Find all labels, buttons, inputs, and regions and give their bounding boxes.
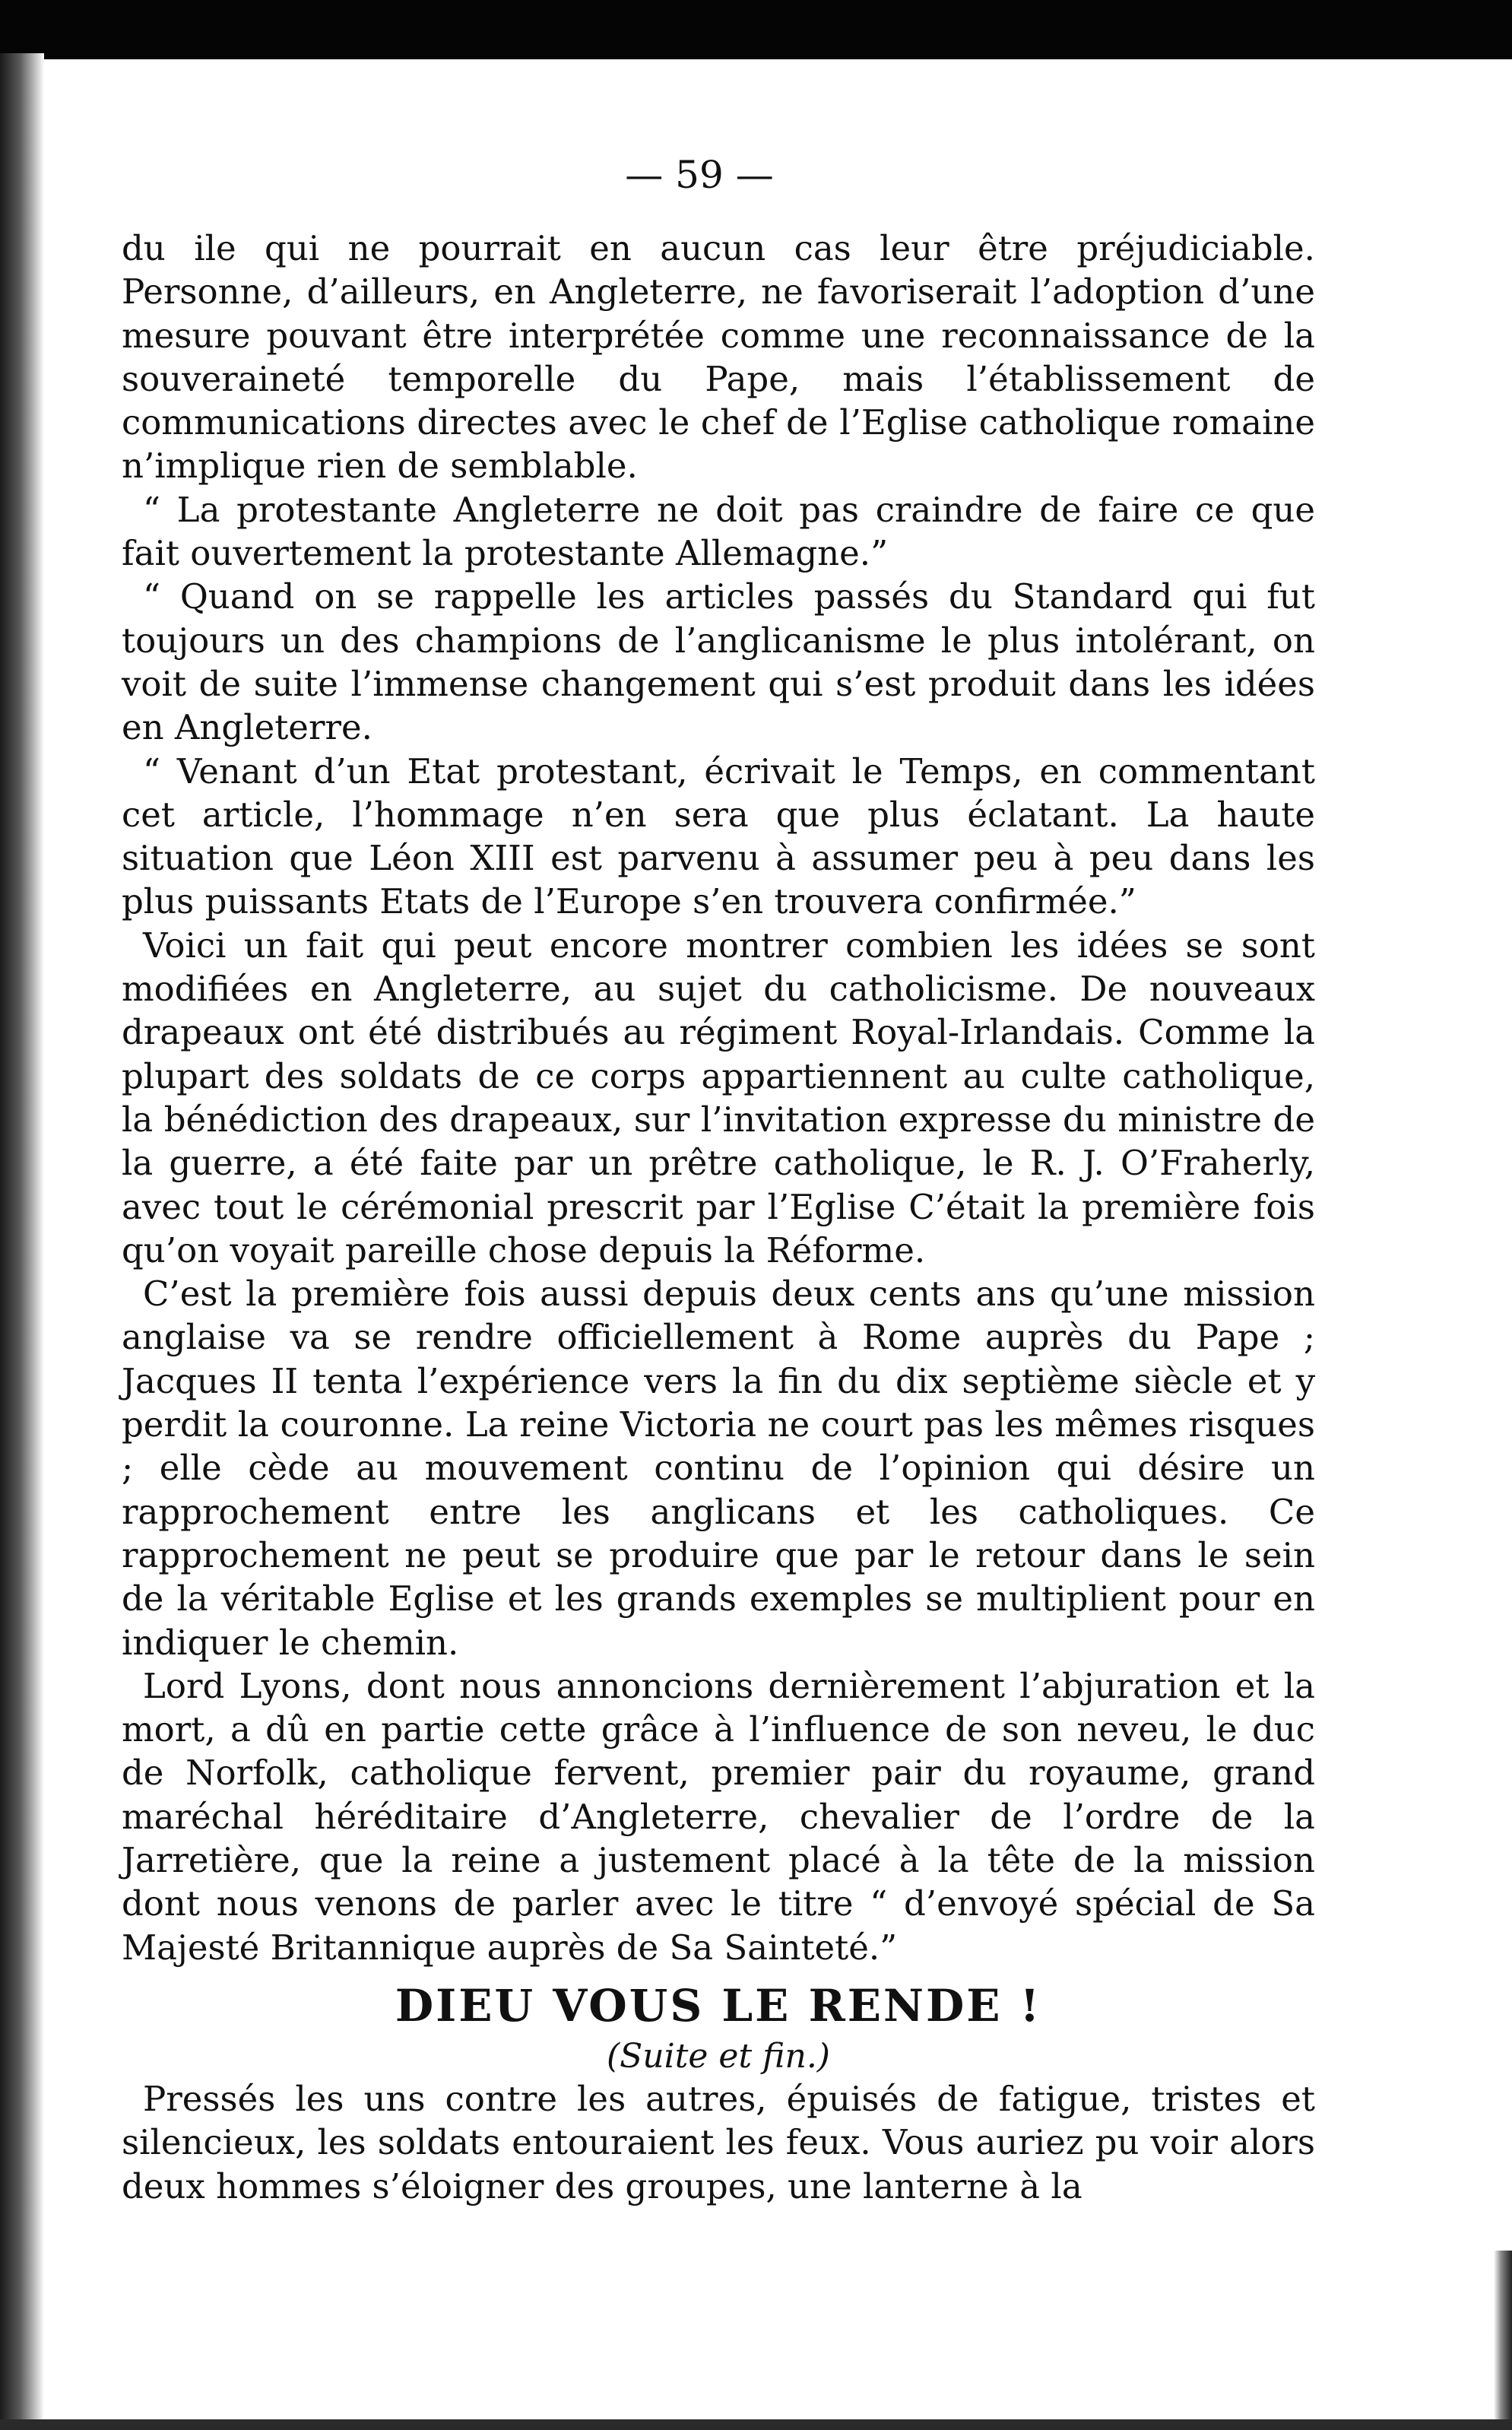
paragraph: “ La protestante Angleterre ne doit pas craindre de faire ce que fait ouvertement la protestante Allemagne.” xyxy=(122,489,1315,574)
paragraph: “ Venant d’un Etat protestant, écrivait le Temps, en commentant cet article, l’hommage n’en sera que plus éclatant. La haute situation que Léon XIII est parvenu à assumer peu à peu dans les plus puissants Etats de l’Europe s’en trouvera confirmée.” xyxy=(122,750,1315,922)
body-text xyxy=(122,227,1315,1969)
paragraph: C’est la première fois aussi depuis deux cents ans qu’une mission anglaise va se rendre officiellement à Rome auprès du Pape ; Jacques II tenta l’expérience vers la fin du dix septième siècle et y perdit la couronne. La reine Victoria ne court pas les mêmes risques ; elle cède au mouvement continu de l’opinion qui désire un rapprochement entre les anglicans et les catholiques. Ce rapprochement ne peut se produire que par le retour dans le sein de la véritable Eglise et les grands exemples se multiplient pour en indiquer le chemin. xyxy=(122,1274,1315,1663)
paragraph: “ Quand on se rappelle les articles passés du Standard qui fut toujours un des champions de l’anglicanisme le plus intolérant, on voit de suite l’immense changement qui s’est produit dans les idées en Angleterre. xyxy=(122,576,1315,748)
scan-border-bottom xyxy=(0,2419,1512,2430)
scan-border-right xyxy=(1494,2251,1512,2430)
article-title: DIEU VOUS LE RENDE ! xyxy=(395,1980,1042,2032)
scan-border-top xyxy=(0,0,1512,59)
paragraph: Lord Lyons, dont nous annoncions dernièrement l’abjuration et la mort, a dû en partie cette grâce à l’influence de son neveu, le duc de Norfolk, catholique fervent, premier pair du royaume, grand maréchal héréditaire d’Angleterre, chevalier de l’ordre de la Jarretière, que la reine a justement placé à la tête de la mission dont nous venons de parler avec le titre “ d’envoyé spécial de Sa Majesté Britannique auprès de Sa Sainteté.” xyxy=(122,1665,1315,1968)
paragraph: Pressés les uns contre les autres, épuisés de fatigue, tristes et silencieux, les soldats entouraient les feux. Vous auriez pu voir alors deux hommes s’éloigner des groupes, une lanterne à la xyxy=(122,2079,1315,2206)
article-body xyxy=(122,2077,1315,2208)
scan-border-left xyxy=(0,53,44,2430)
page-number: — 59 — xyxy=(625,153,774,197)
paragraph: Voici un fait qui peut encore montrer combien les idées se sont modifiées en Angleterre, au sujet du catholicisme. De nouveaux drapeaux ont été distribués au régiment Royal-Irlandais. Comme la plupart des soldats de ce corps appartiennent au culte catholique, la bénédiction des drapeaux, sur l’invitation expresse du ministre de la guerre, a été faite par un prêtre catholique, le R. J. O’Fraherly, avec tout le cérémonial prescrit par l’Eglise C’était la première fois qu’on voyait pareille chose depuis la Réforme. xyxy=(122,925,1315,1271)
article-subtitle: (Suite et fin.) xyxy=(607,2037,830,2076)
paragraph: du ile qui ne pourrait en aucun cas leur être préjudiciable. Personne, d’ailleurs, en Angleterre, ne favoriserait l’adoption d’une mesure pouvant être interprétée comme une reconnaissance de la souveraineté temporelle du Pape, mais l’établissement de communications directes avec le chef de l’Eglise catholique romaine n’implique rien de semblable. xyxy=(122,228,1315,487)
